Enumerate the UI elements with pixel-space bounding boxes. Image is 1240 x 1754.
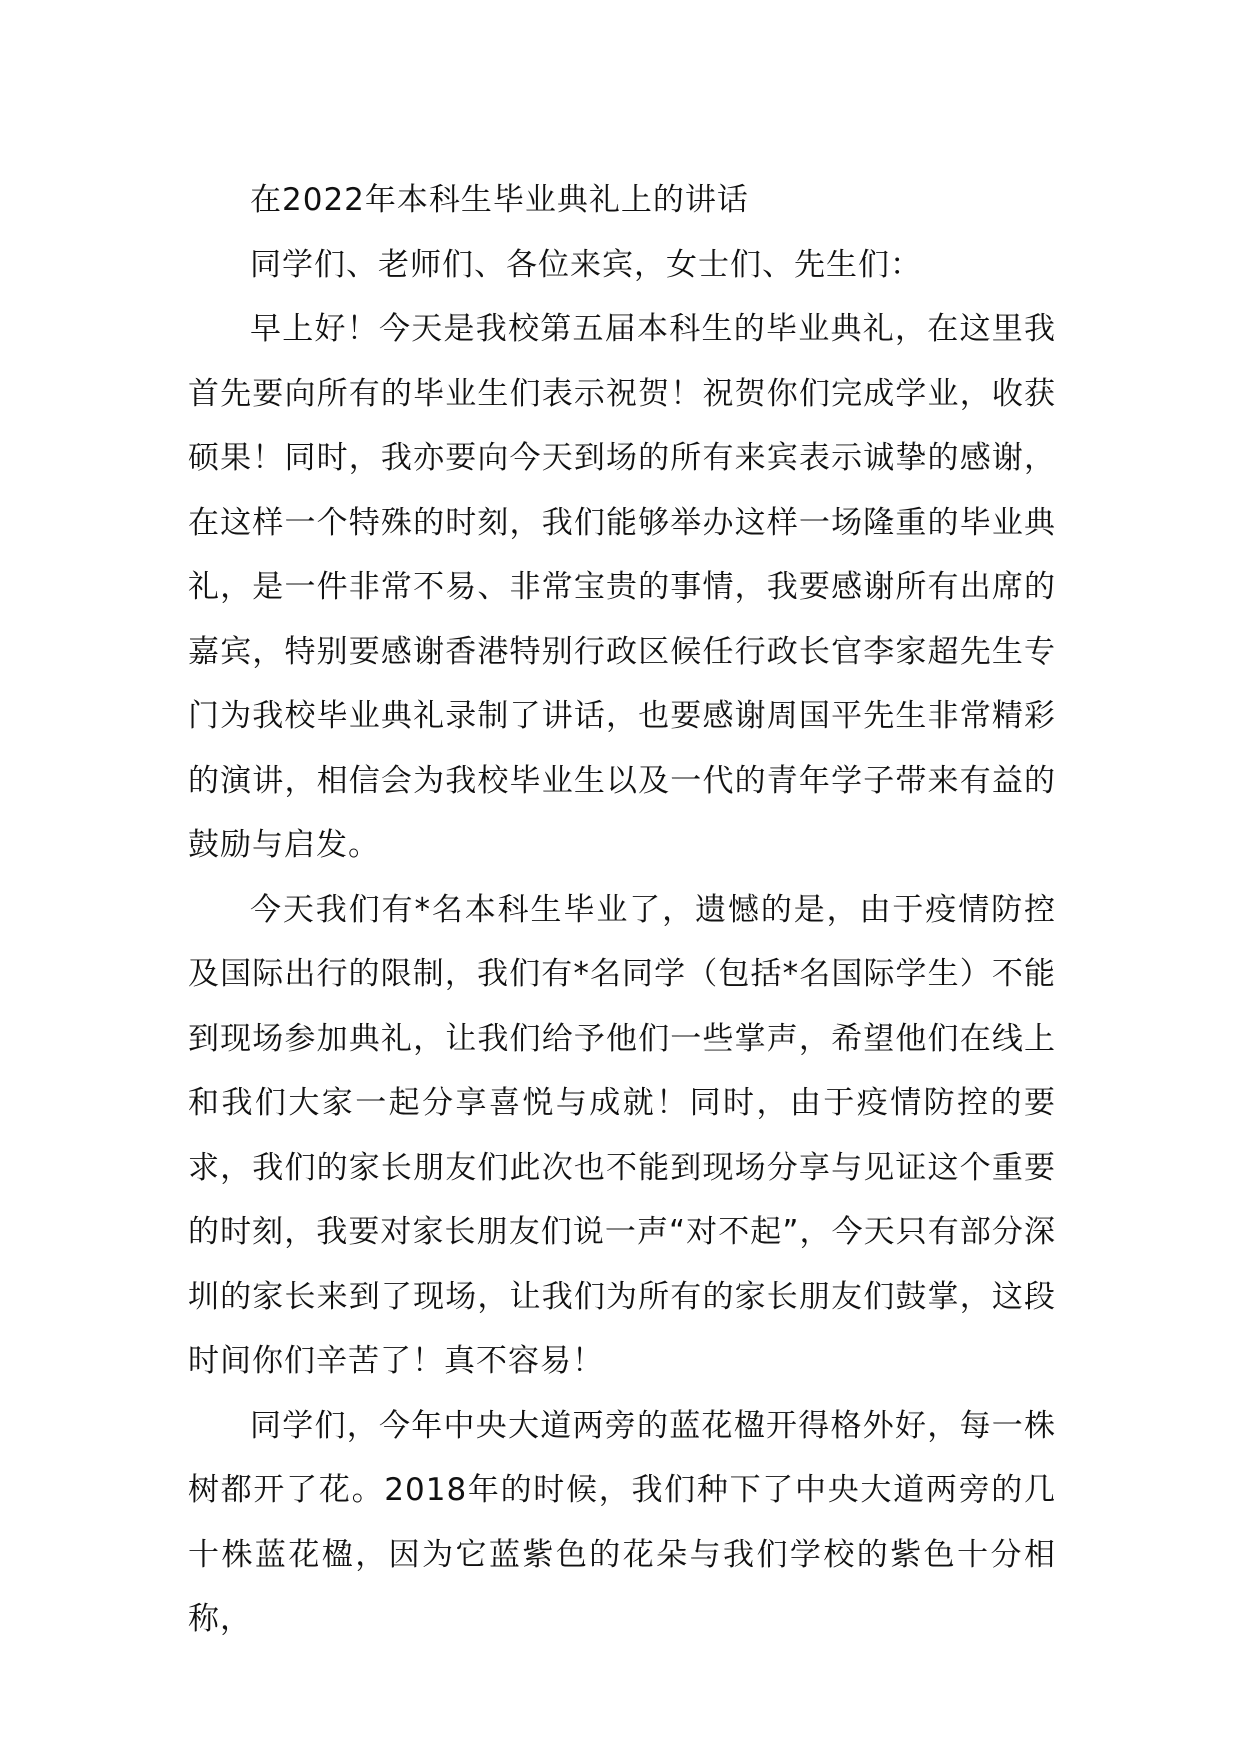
document-body — [188, 168, 1056, 1652]
paragraph-jacaranda: 同学们，今年中央大道两旁的蓝花楹开得格外好，每一株树都开了花。2018年的时候，我们种下了中央大道两旁的几十株蓝花楹，因为它蓝紫色的花朵与我们学校的紫色十分相称， — [188, 1407, 1056, 1637]
paragraph-graduates: 今天我们有*名本科生毕业了，遗憾的是，由于疫情防控及国际出行的限制，我们有*名同学（包括*名国际学生）不能到现场参加典礼，让我们给予他们一些掌声，希望他们在线上和我们大家一起分享喜悦与成就！同时，由于疫情防控的要求，我们的家长朋友们此次也不能到现场分享与见证这个重要的时刻，我要对家长朋友们说一声“对不起”，今天只有部分深圳的家长来到了现场，让我们为所有的家长朋友们鼓掌，这段时间你们辛苦了！真不容易！ — [188, 891, 1056, 1379]
salutation: 同学们、老师们、各位来宾，女士们、先生们： — [250, 246, 922, 283]
speech-title: 在2022年本科生毕业典礼上的讲话 — [250, 182, 749, 218]
paragraph-opening: 早上好！今天是我校第五届本科生的毕业典礼，在这里我首先要向所有的毕业生们表示祝贺！祝贺你们完成学业，收获硕果！同时，我亦要向今天到场的所有来宾表示诚挚的感谢，在这样一个特殊的时刻，我们能够举办这样一场隆重的毕业典礼，是一件非常不易、非常宝贵的事情，我要感谢所有出席的嘉宾，特别要感谢香港特别行政区候任行政长官李家超先生专门为我校毕业典礼录制了讲话，也要感谢周国平先生非常精彩的演讲，相信会为我校毕业生以及一代的青年学子带来有益的鼓励与启发。 — [188, 311, 1056, 863]
